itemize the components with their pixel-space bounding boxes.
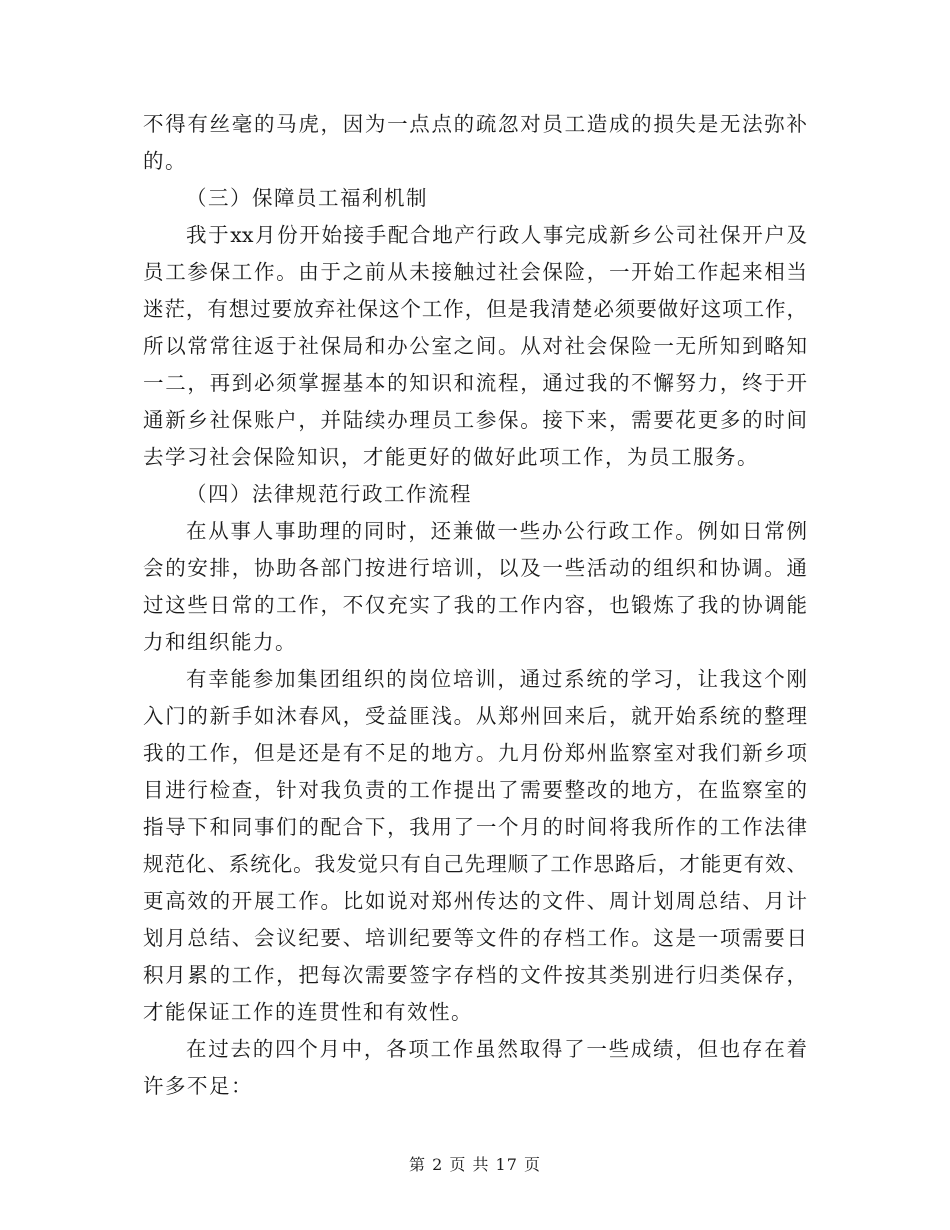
text-line: 通新乡社保账户，并陆续办理员工参保。接下来，需要花更多的时间 <box>143 408 807 432</box>
text-line: 我于xx月份开始接手配合地产行政人事完成新乡公司社保开户及 <box>186 223 807 247</box>
section-heading: （三）保障员工福利机制 <box>186 186 428 210</box>
text-line: 有幸能参加集团组织的岗位培训，通过系统的学习，让我这个刚 <box>186 667 807 691</box>
text-line: 才能保证工作的连贯性和有效性。 <box>143 1000 473 1024</box>
text-line: 会的安排，协助各部门按进行培训，以及一些活动的组织和协调。通 <box>143 556 807 580</box>
text-line: 所以常常往返于社保局和办公室之间。从对社会保险一无所知到略知 <box>143 334 807 358</box>
text-line: 入门的新手如沐春风，受益匪浅。从郑州回来后，就开始系统的整理 <box>143 704 807 728</box>
text-line: 在过去的四个月中，各项工作虽然取得了一些成绩，但也存在着 <box>186 1037 807 1061</box>
text-line: 过这些日常的工作，不仅充实了我的工作内容，也锻炼了我的协调能 <box>143 593 807 617</box>
text-line: 更高效的开展工作。比如说对郑州传达的文件、周计划周总结、月计 <box>143 889 807 913</box>
text-line: 积月累的工作，把每次需要签字存档的文件按其类别进行归类保存， <box>143 963 807 987</box>
page-number-footer: 第 2 页 共 17 页 <box>409 1155 541 1174</box>
text-line: 的。 <box>143 149 187 173</box>
text-line: 规范化、系统化。我发觉只有自己先理顺了工作思路后，才能更有效、 <box>143 852 807 876</box>
text-line: 许多不足： <box>143 1074 253 1098</box>
text-line: 员工参保工作。由于之前从未接触过社会保险，一开始工作起来相当 <box>143 260 807 284</box>
text-line: 指导下和同事们的配合下，我用了一个月的时间将我所作的工作法律 <box>143 815 807 839</box>
text-line: 一二，再到必须掌握基本的知识和流程，通过我的不懈努力，终于开 <box>143 371 807 395</box>
text-line: 在从事人事助理的同时，还兼做一些办公行政工作。例如日常例 <box>186 519 807 543</box>
text-line: 迷茫，有想过要放弃社保这个工作，但是我清楚必须要做好这项工作， <box>143 297 807 321</box>
document-body <box>143 106 807 1105</box>
text-line: 我的工作，但是还是有不足的地方。九月份郑州监察室对我们新乡项 <box>143 741 807 765</box>
section-heading: （四）法律规范行政工作流程 <box>186 482 472 506</box>
text-line: 去学习社会保险知识，才能更好的做好此项工作，为员工服务。 <box>143 445 759 469</box>
text-line: 力和组织能力。 <box>143 630 297 654</box>
text-line: 目进行检查，针对我负责的工作提出了需要整改的地方，在监察室的 <box>143 778 807 802</box>
text-line: 划月总结、会议纪要、培训纪要等文件的存档工作。这是一项需要日 <box>143 926 807 950</box>
text-line: 不得有丝毫的马虎，因为一点点的疏忽对员工造成的损失是无法弥补 <box>143 112 807 136</box>
